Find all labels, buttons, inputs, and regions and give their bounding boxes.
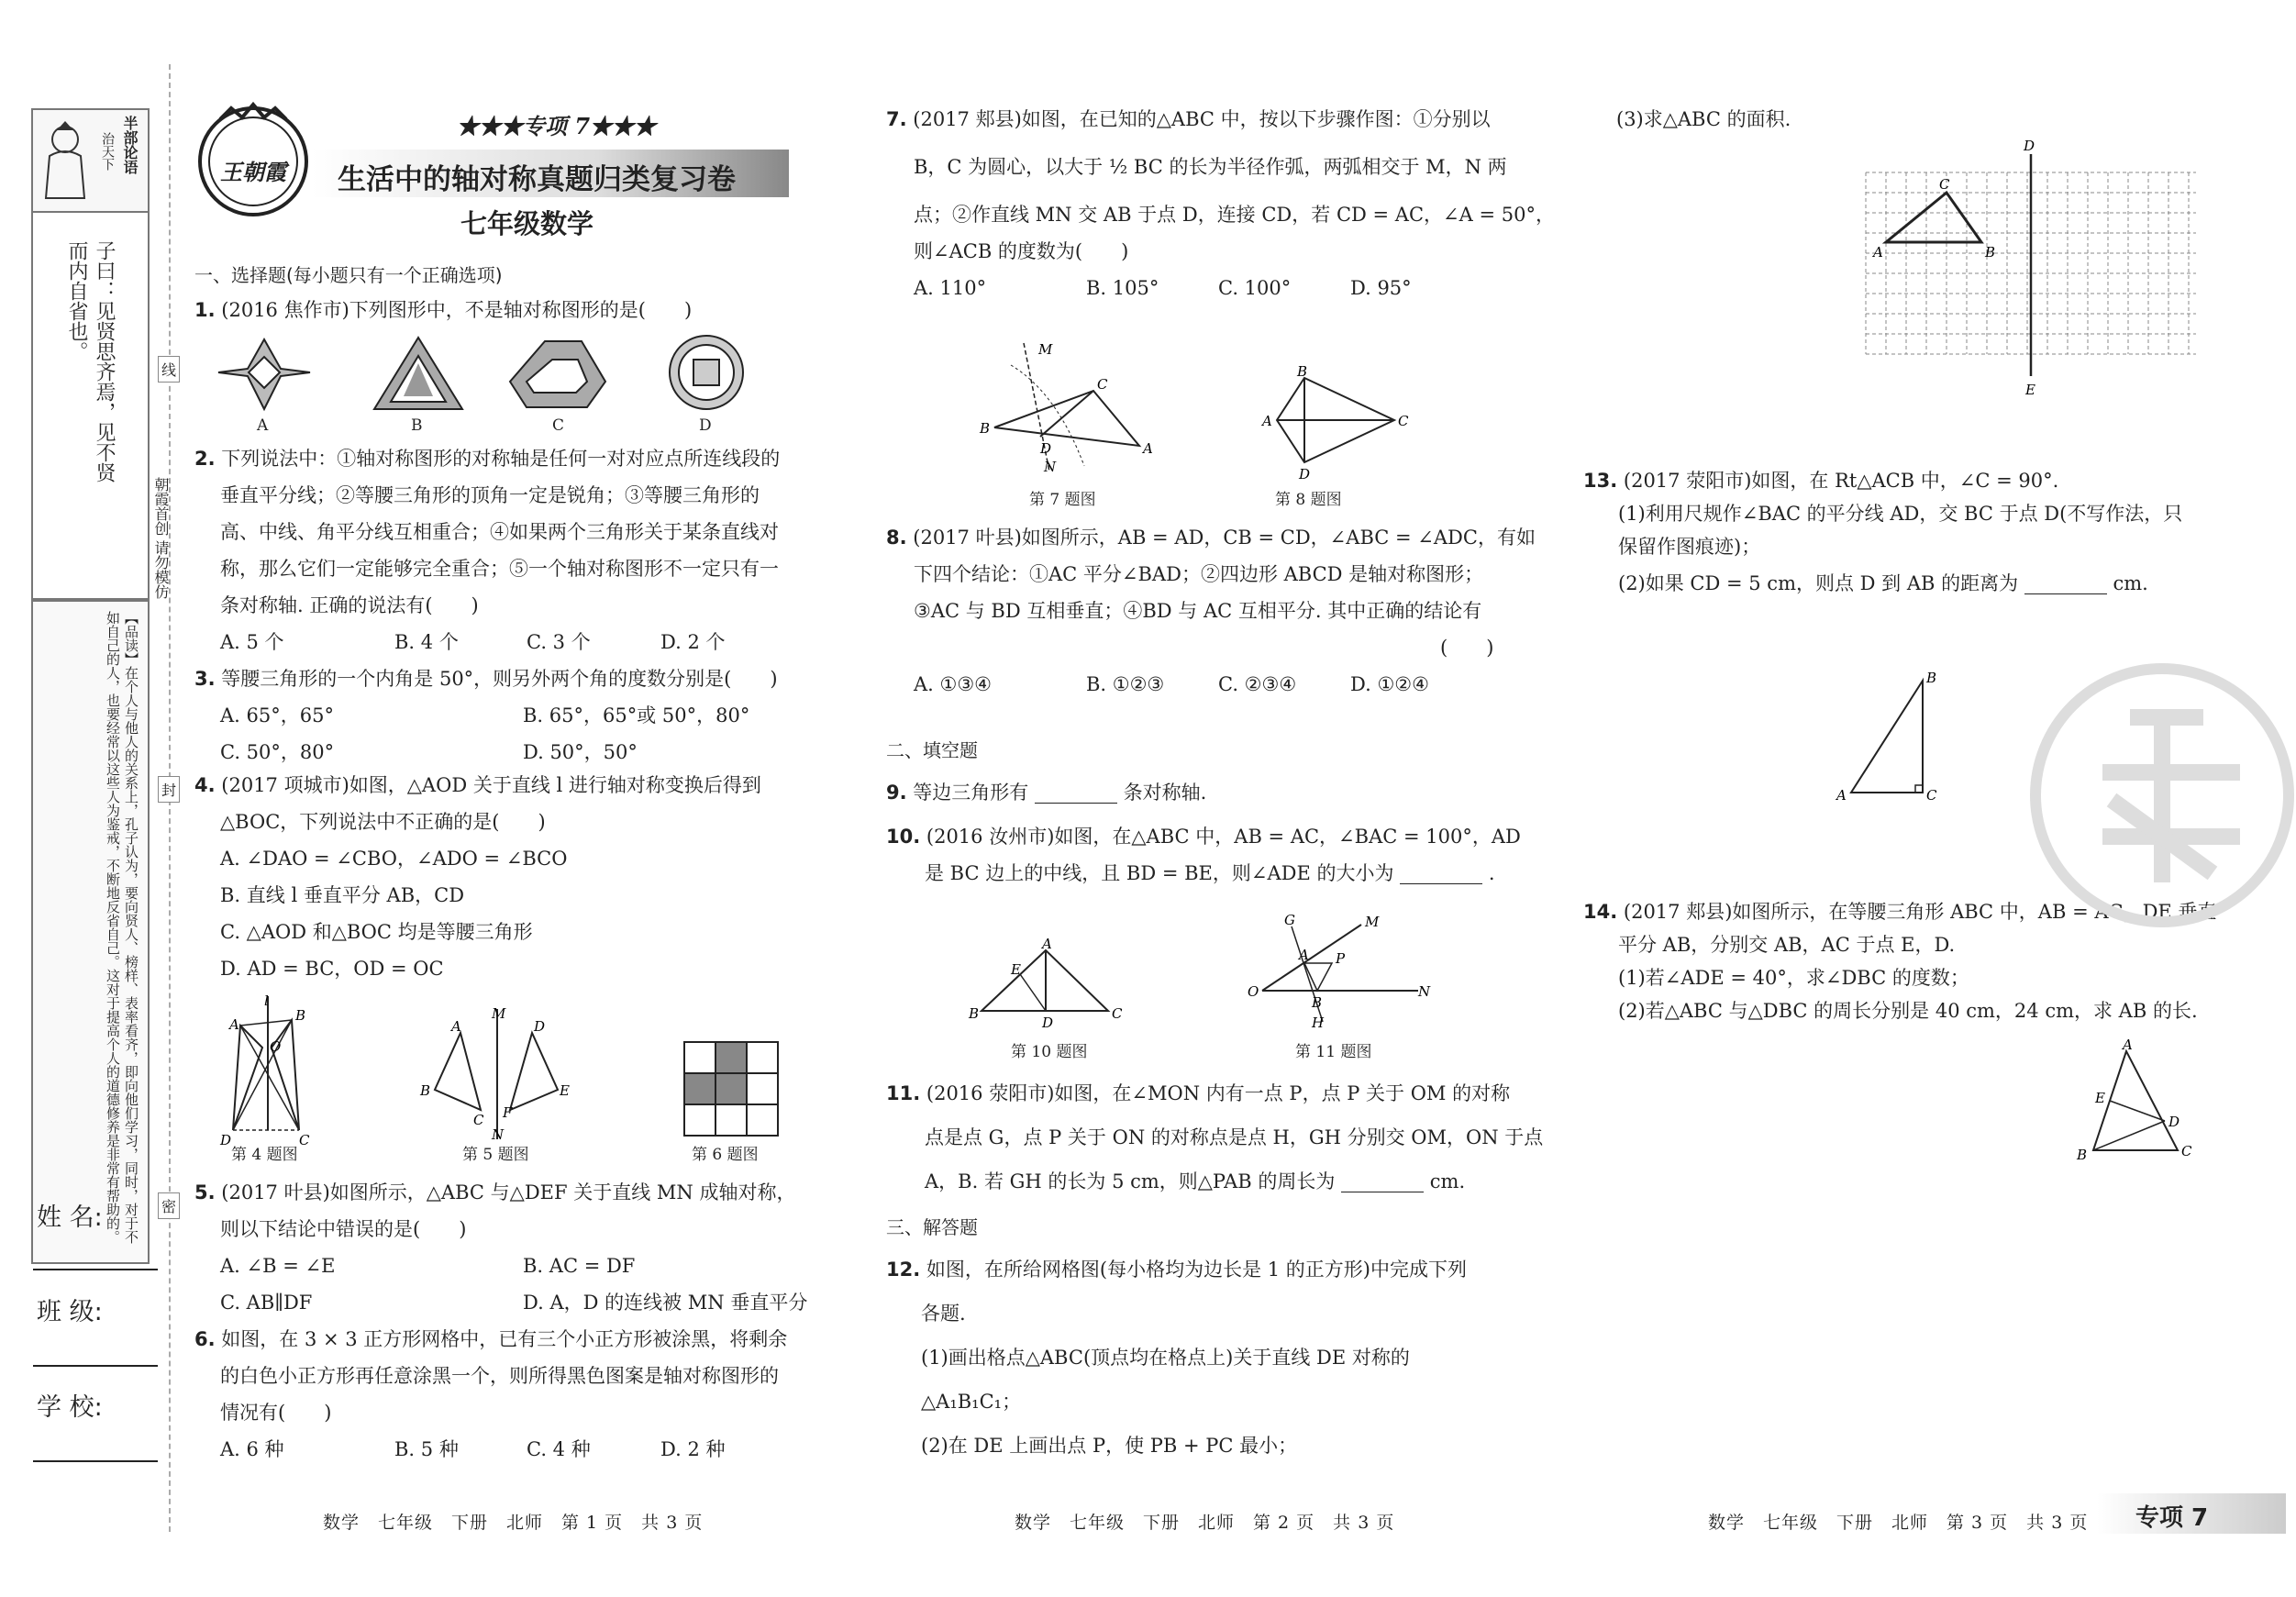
reading-box: [31, 600, 150, 1264]
q2-num: 2.: [194, 448, 216, 470]
q1-text: (2016 焦作市)下列图形中，不是轴对称图形的是( ): [221, 299, 693, 321]
q5-opt-b[interactable]: B. AC = DF: [523, 1255, 636, 1277]
footer-page2: 数学 七年级 下册 北师 第 2 页 共 3 页: [1015, 1513, 1395, 1533]
q10-num: 10.: [886, 826, 921, 848]
q13-pre: (2)如果 CD = 5 cm，则点 D 到 AB 的距离为: [1618, 572, 2019, 594]
fig6: [682, 1040, 782, 1139]
svg-text:C: C: [1926, 787, 1937, 804]
q13-post: cm.: [2113, 572, 2148, 594]
svg-text:O: O: [270, 1038, 282, 1055]
q5-opt-c[interactable]: C. AB∥DF: [220, 1292, 313, 1314]
seal-word-line: 线: [158, 356, 180, 383]
section3-heading: 三、解答题: [886, 1216, 978, 1238]
q6-line: 的白色小正方形再任意涂黑一个，则所得黑色图案是轴对称图形的: [220, 1365, 779, 1387]
q2-opt-c[interactable]: C. 3 个: [527, 631, 591, 653]
q11-line: (2016 荥阳市)如图，在∠MON 内有一点 P，点 P 关于 OM 的对称: [926, 1082, 1511, 1104]
q7-opt-b[interactable]: B. 105°: [1086, 277, 1159, 299]
q1-num: 1.: [194, 299, 216, 321]
svg-text:C: C: [473, 1112, 484, 1128]
svg-text:C: C: [1097, 376, 1108, 393]
q12-line: △A₁B₁C₁；: [921, 1391, 1022, 1413]
q3-opt-c[interactable]: C. 50°，80°: [220, 741, 335, 763]
q5-line: 则以下结论中错误的是( ): [220, 1218, 467, 1240]
q6-opt-c[interactable]: C. 4 种: [527, 1438, 591, 1460]
q12-part3: (3)求△ABC 的面积.: [1616, 108, 1791, 130]
q4: [194, 767, 761, 987]
fig11: [1244, 912, 1431, 1031]
q5-opt-a[interactable]: A. ∠B = ∠E: [220, 1255, 336, 1277]
q2-line: 高、中线、角平分线互相重合；④如果两个三角形关于某条直线对: [220, 521, 779, 543]
q3-opt-b[interactable]: B. 65°，65°或 50°，80°: [523, 704, 750, 726]
svg-text:O: O: [1248, 983, 1259, 1000]
svg-text:A: A: [1143, 440, 1153, 457]
q6-opt-d[interactable]: D. 2 种: [660, 1438, 726, 1460]
confucius-avatar: [39, 119, 92, 200]
q5: [194, 1174, 807, 1321]
q11-num: 11.: [886, 1082, 921, 1104]
q5-num: 5.: [194, 1181, 216, 1203]
q7-line: B，C 为圆心，以大于 ½ BC 的长为半径作弧，两弧相交于 M，N 两: [914, 156, 1507, 178]
svg-text:B: B: [420, 1082, 431, 1099]
sidebar-badge: 半部论语: [121, 116, 139, 174]
fig5: [415, 1005, 580, 1143]
svg-text:B: B: [980, 420, 991, 437]
svg-text:A: A: [1836, 787, 1847, 804]
svg-text:A: A: [1299, 947, 1309, 963]
q8-line: 下四个结论：①AC 平分∠BAD；②四边形 ABCD 是轴对称图形；: [914, 563, 1484, 585]
section1-heading: 一、选择题(每小题只有一个正确选项): [194, 264, 503, 286]
q4-num: 4.: [194, 774, 216, 796]
fig6-caption: 第 6 题图: [692, 1146, 759, 1164]
quote-box: [31, 211, 150, 600]
q8-opt-d[interactable]: D. ①②④: [1350, 673, 1429, 695]
brand-logo: [194, 103, 312, 220]
svg-text:E: E: [560, 1082, 570, 1099]
q8-line: (2017 叶县)如图所示，AB = AD，CB = CD，∠ABC = ∠ADC，有如: [913, 527, 1536, 549]
svg-text:D: D: [220, 1132, 232, 1148]
q7-line: (2017 郏县)如图，在已知的△ABC 中，按以下步骤作图：①分别以: [913, 108, 1491, 130]
svg-text:M: M: [1038, 341, 1053, 358]
q10-post: .: [1488, 862, 1495, 884]
q10-blank[interactable]: [1400, 865, 1482, 884]
q13-line: (1)利用尺规作∠BAC 的平分线 AD，交 BC 于点 D(不写作法，只: [1618, 503, 2183, 525]
section2-heading: 二、填空题: [886, 739, 978, 761]
q11-pre: A，B. 若 GH 的长为 5 cm，则△PAB 的周长为: [925, 1170, 1336, 1192]
svg-text:C: C: [1398, 413, 1409, 429]
q4-line: △BOC，下列说法中不正确的是( ): [220, 811, 546, 833]
q12-grid: [1862, 136, 2211, 402]
q6-opt-a[interactable]: A. 6 种: [220, 1438, 284, 1460]
figure-b-triangle: [374, 338, 462, 409]
q14-line: (1)若∠ADE = 40°，求∠DBC 的度数；: [1618, 967, 1969, 989]
svg-text:F: F: [503, 1104, 513, 1121]
q13: [1583, 462, 2182, 602]
q12: [886, 1251, 1467, 1464]
svg-text:N: N: [492, 1126, 505, 1143]
fig7: [974, 338, 1158, 475]
fig14: [2068, 1037, 2196, 1165]
corner-tag: [2097, 1493, 2286, 1534]
q3-text: 等腰三角形的一个内角是 50°，则另外两个角的度数分别是( ): [221, 668, 778, 690]
svg-text:C: C: [1112, 1005, 1123, 1022]
svg-text:E: E: [2025, 382, 2035, 398]
q5-opt-d[interactable]: D. A，D 的连线被 MN 垂直平分: [523, 1292, 808, 1314]
q1-label-b: B: [411, 416, 423, 435]
svg-text:A: A: [1873, 244, 1883, 261]
q7-num: 7.: [886, 108, 907, 130]
q4-opt-a[interactable]: A. ∠DAO = ∠CBO，∠ADO = ∠BCO: [220, 848, 568, 870]
topic-badge: ★★★专项 7★★★: [457, 113, 657, 139]
fig10-caption: 第 10 题图: [1011, 1043, 1088, 1061]
q1-figures: [216, 332, 767, 442]
q8-paren: ( ): [1440, 637, 1494, 659]
svg-text:B: B: [2077, 1147, 2088, 1163]
q11: [886, 1075, 1543, 1200]
q9-pre: 等边三角形有: [913, 782, 1029, 804]
q12-line: 各题.: [921, 1303, 966, 1325]
q1-label-c: C: [552, 416, 565, 435]
svg-text:P: P: [1336, 950, 1346, 967]
quote-line1: 子曰：见贤思齐焉，见不贤: [93, 240, 116, 482]
q14-num: 14.: [1583, 901, 1618, 923]
q3-opt-a[interactable]: A. 65°，65°: [220, 704, 334, 726]
svg-text:H: H: [1312, 1015, 1325, 1031]
q4-opt-b[interactable]: B. 直线 l 垂直平分 AB，CD: [220, 884, 465, 906]
footer-page3: 数学 七年级 下册 北师 第 3 页 共 3 页: [1708, 1513, 2089, 1533]
q13-blank[interactable]: [2024, 575, 2107, 594]
q8-opt-a[interactable]: A. ①③④: [914, 673, 992, 695]
q12-line: (1)画出格点△ABC(顶点均在格点上)关于直线 DE 对称的: [921, 1347, 1410, 1369]
figure-a-flower: [218, 339, 310, 409]
q13-line: 保留作图痕迹)；: [1618, 536, 1761, 558]
q2-opt-d[interactable]: D. 2 个: [660, 631, 726, 653]
svg-text:D: D: [534, 1018, 546, 1035]
class-field[interactable]: [33, 1365, 158, 1367]
corner-tag-text: 专项 7: [2135, 1504, 2209, 1532]
svg-text:N: N: [1418, 983, 1431, 1000]
svg-text:A: A: [229, 1016, 239, 1033]
q12-num: 12.: [886, 1259, 921, 1281]
svg-text:A: A: [1262, 413, 1272, 429]
q2-line: 垂直平分线；②等腰三角形的顶角一定是锐角；③等腰三角形的: [220, 484, 760, 506]
q6-opt-b[interactable]: B. 5 种: [394, 1438, 459, 1460]
q3: [194, 660, 778, 771]
q7-line: 点；②作直线 MN 交 AB 于点 D，连接 CD，若 CD = AC，∠A = 50°，: [914, 204, 1555, 226]
q9-blank[interactable]: [1035, 784, 1117, 804]
seal-word-secret: 密: [158, 1192, 180, 1219]
q4-opt-d[interactable]: D. AD = BC，OD = OC: [220, 958, 444, 980]
class-label: 班 级:: [37, 1298, 103, 1326]
q12-line: 如图，在所给网格图(每小格均为边长是 1 的正方形)中完成下列: [926, 1259, 1467, 1281]
sidebar-badge-small: 治天下: [100, 132, 115, 171]
q10-pre: 是 BC 边上的中线，且 BD = BE，则∠ADE 的大小为: [925, 862, 1394, 884]
q8-opt-c[interactable]: C. ②③④: [1218, 673, 1297, 695]
q6-num: 6.: [194, 1328, 216, 1350]
svg-text:B: B: [969, 1005, 980, 1022]
q14-line: (2017 郏县)如图所示，在等腰三角形 ABC 中，AB = AC，DE 垂直: [1623, 901, 2217, 923]
q7-line: 则∠ACB 的度数为( ): [914, 240, 1129, 262]
q2-opt-a[interactable]: A. 5 个: [220, 631, 284, 653]
q11-post: cm.: [1429, 1170, 1466, 1192]
quote-line2: 而内自省也。: [65, 240, 88, 361]
q9-post: 条对称轴.: [1123, 782, 1207, 804]
q13-line: (2017 荥阳市)如图，在 Rt△ACB 中，∠C = 90°.: [1623, 470, 2059, 492]
q10: [886, 818, 1521, 892]
fig4: [220, 993, 330, 1158]
svg-text:B: B: [1926, 670, 1937, 686]
footer-page1: 数学 七年级 下册 北师 第 1 页 共 3 页: [323, 1513, 704, 1533]
q6-line: 如图，在 3 × 3 正方形网格中，已有三个小正方形被涂黑，将剩余: [221, 1328, 788, 1350]
reading-text: 【品读】在个人与他人的关系上，孔子认为，要向贤人、榜样、表率看齐，即向他们学习，同时，对于不如自己的人，也要经常以这些人为鉴戒，不断地反省自己。这对于提高个人的道德修养是非常有帮助的。: [105, 611, 139, 1244]
figure-d-coin: [670, 336, 743, 409]
svg-text:A: A: [2123, 1037, 2133, 1053]
fig4-caption: 第 4 题图: [231, 1146, 298, 1164]
q7-opt-a[interactable]: A. 110°: [914, 277, 987, 299]
q2: [194, 440, 780, 660]
school-label: 学 校:: [37, 1393, 103, 1422]
q6: [194, 1321, 787, 1468]
svg-text:A: A: [1042, 936, 1052, 952]
school-field[interactable]: [33, 1460, 158, 1462]
q2-line: 条对称轴. 正确的说法有( ): [220, 594, 479, 616]
watermark-seal: [2029, 662, 2295, 928]
q5-line: (2017 叶县)如图所示，△ABC 与△DEF 关于直线 MN 成轴对称，: [221, 1181, 796, 1203]
q10-line: (2016 汝州市)如图，在△ABC 中，AB = AC，∠BAC = 100°，AD: [926, 826, 1521, 848]
q14-line: 平分 AB，分别交 AB，AC 于点 E，D.: [1618, 934, 1956, 956]
svg-text:B: B: [1312, 994, 1323, 1011]
name-field[interactable]: [33, 1269, 158, 1270]
q12-line: (2)在 DE 上画出点 P，使 PB + PC 最小；: [921, 1435, 1298, 1457]
svg-text:E: E: [2095, 1090, 2105, 1106]
svg-text:C: C: [299, 1132, 310, 1148]
fig8: [1257, 365, 1422, 484]
q14-line: (2)若△ABC 与△DBC 的周长分别是 40 cm，24 cm，求 AB 的长.: [1618, 1000, 2198, 1022]
q1-label-a: A: [257, 416, 269, 435]
svg-text:D: D: [2024, 138, 2035, 154]
q3-opt-d[interactable]: D. 50°，50°: [523, 741, 638, 763]
q9: [886, 774, 1206, 811]
name-label: 姓 名:: [37, 1203, 103, 1232]
svg-text:G: G: [1284, 912, 1295, 928]
q8-line: ③AC 与 BD 互相垂直；④BD 与 AC 互相平分. 其中正确的结论有: [914, 600, 1482, 622]
sidebar-top-panel: [31, 108, 150, 213]
strip-text: 朝霞首创 请勿模仿: [152, 477, 170, 600]
q11-blank[interactable]: [1341, 1173, 1424, 1192]
svg-text:N: N: [1044, 459, 1057, 475]
fig5-caption: 第 5 题图: [462, 1146, 529, 1164]
seal-word-seal: 封: [158, 776, 180, 803]
fig10: [969, 937, 1125, 1029]
q2-line: 称，那么它们一定能够完全重合；⑤一个轴对称图形不一定只有一: [220, 558, 779, 580]
q8-num: 8.: [886, 527, 907, 549]
brand-name: 王朝霞: [220, 159, 286, 185]
q4-line: (2017 项城市)如图，△AOD 关于直线 l 进行轴对称变换后得到: [221, 774, 761, 796]
svg-text:M: M: [492, 1005, 506, 1022]
q7: [886, 101, 1555, 306]
q7-opt-d[interactable]: D. 95°: [1350, 277, 1412, 299]
figure-c-recycle: [510, 341, 605, 407]
q13-num: 13.: [1583, 470, 1618, 492]
q1: [194, 292, 692, 328]
svg-text:D: D: [1040, 440, 1052, 457]
q6-line: 情况有( ): [220, 1402, 332, 1424]
q8-opt-b[interactable]: B. ①②③: [1086, 673, 1165, 695]
fig8-caption: 第 8 题图: [1275, 491, 1342, 509]
svg-text:C: C: [2181, 1143, 2192, 1159]
q4-opt-c[interactable]: C. △AOD 和△BOC 均是等腰三角形: [220, 921, 533, 943]
page-subtitle: 七年级数学: [460, 208, 594, 239]
svg-text:E: E: [1011, 961, 1021, 978]
q2-line: 下列说法中：①轴对称图形的对称轴是任何一对对应点所连线段的: [221, 448, 781, 470]
svg-text:D: D: [1299, 466, 1311, 482]
svg-text:B: B: [1297, 363, 1308, 380]
fig11-caption: 第 11 题图: [1295, 1043, 1372, 1061]
q7-opt-c[interactable]: C. 100°: [1218, 277, 1292, 299]
q2-opt-b[interactable]: B. 4 个: [394, 631, 459, 653]
svg-text:D: D: [2168, 1114, 2180, 1130]
q3-num: 3.: [194, 668, 216, 690]
svg-text:l: l: [264, 993, 269, 1009]
q8: [886, 519, 1536, 703]
svg-text:C: C: [1939, 176, 1950, 193]
fig13: [1829, 670, 1958, 807]
q9-num: 9.: [886, 782, 907, 804]
q11-line: 点是点 G，点 P 关于 ON 的对称点是点 H，GH 分别交 OM，ON 于点: [925, 1126, 1544, 1148]
svg-text:B: B: [295, 1007, 306, 1024]
svg-text:A: A: [451, 1018, 461, 1035]
page-title: 生活中的轴对称真题归类复习卷: [338, 163, 736, 196]
q1-label-d: D: [699, 416, 712, 435]
svg-text:D: D: [1042, 1015, 1054, 1031]
svg-text:B: B: [1985, 244, 1996, 261]
fig7-caption: 第 7 题图: [1029, 491, 1096, 509]
svg-text:M: M: [1365, 914, 1380, 930]
